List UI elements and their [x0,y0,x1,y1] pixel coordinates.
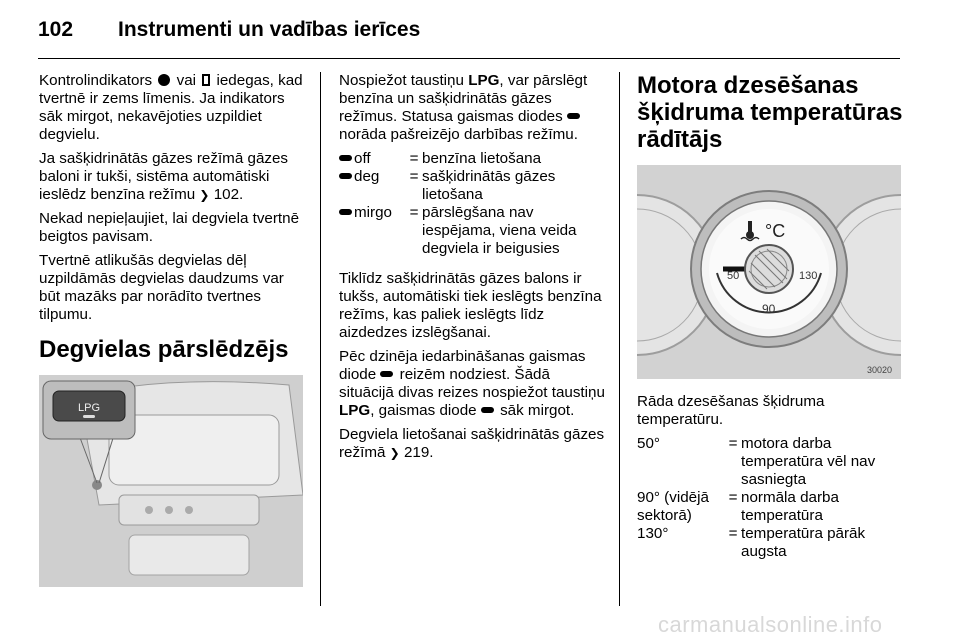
text: vai [176,72,197,89]
lpg-key-name: LPG [468,72,500,89]
definition-row [637,435,903,489]
definition-row [637,525,903,561]
page-number: 102 [38,18,74,41]
term: mirgo [354,204,392,221]
fuel-selector-figure [39,375,303,587]
text: Kontrolindikators [39,72,153,89]
definition-row [339,204,607,258]
text: Ja sašķidrinātās gāzes režīmā gāzes baloni ir tukši, sistēma automātiski ieslēdz benzīna režīmu [39,150,289,203]
led-diode-icon [339,173,352,179]
led-status-list [339,150,607,258]
gauge-min-label: 50 [727,270,740,282]
definition-row [339,168,607,204]
equals-sign: = [728,489,738,506]
text: sāk mirgot. [500,402,575,419]
page-reference-icon: ❯ [389,446,400,460]
term: off [354,150,371,167]
section-heading: Degvielas pārslēdzējs [39,336,289,363]
fuel-pump-icon [202,74,210,86]
text: Nospiežot taustiņu [339,72,464,89]
led-diode-icon [339,155,352,161]
definition: normāla darba temperatūra [741,489,839,524]
page-reference[interactable]: 219. [403,444,434,461]
lpg-button-label: LPG [77,402,101,414]
equals-sign: = [409,204,419,221]
paragraph [39,150,307,204]
column-divider [320,72,321,606]
equals-sign: = [409,150,419,167]
text: Pēc dzinēja iedarbināšanas gaismas diode [339,348,586,383]
paragraph [339,348,607,420]
column-divider [619,72,620,606]
temperature-list [637,435,903,561]
term: 50° [637,435,660,452]
equals-sign: = [728,525,738,542]
coolant-gauge-figure [637,165,901,379]
term: deg [354,168,380,185]
page-reference-icon: ❯ [199,188,210,202]
section-heading: Motora dzesēšanas šķidruma temperatūras rādītājs [637,72,903,153]
paragraph: Nekad nepieļaujiet, lai degviela tvertnē beigtos pavisam. [39,210,300,245]
paragraph: Tvertnē atlikušās degvielas dēļ uzpildāmās degvielas daudzums var būt mazāks par norādīto tvertnes tilpumu. [39,252,284,323]
definition: temperatūra pārāk augsta [741,525,866,560]
term: 90° (vidējā sektorā) [637,489,709,524]
text: Degviela lietošanai sašķidrinātās gāzes režīmā [339,426,605,461]
gauge-mid-label: 90 [762,302,776,316]
paragraph [339,426,607,462]
led-diode-icon [380,371,393,377]
column-3 [637,72,903,573]
text: , var pārslēgt benzīna un sašķidrinātās gāzes režīmus. Statusa gaismas diodes [339,72,588,125]
definition: motora darba temperatūra vēl nav sasniegta [741,435,876,488]
coolant-gauge-illustration [637,165,901,379]
equals-sign: = [728,435,738,452]
text: , gaismas diode [370,402,477,419]
equals-sign: = [409,168,419,185]
paragraph [339,72,607,144]
gauge-max-label: 130 [799,270,818,282]
header-rule [38,58,900,59]
lpg-key-name: LPG [339,402,371,419]
definition-row [339,150,607,168]
led-diode-icon [339,209,352,215]
chapter-title: Instrumenti un vadības ierīces [118,18,421,41]
text: norāda pašreizējo darbības režīmu. [339,126,578,143]
column-2 [339,72,607,468]
term: 130° [637,525,669,542]
watermark: carmanualsonline.info [658,612,883,637]
paragraph: Tiklīdz sašķidrinātās gāzes balons ir tukšs, automātiski tiek ieslēgts benzīna režīms, kas paliek ieslēgts līdz aizdedzes izslēgšanai. [339,270,602,341]
definition: sašķidrinātās gāzes lietošana [422,168,556,203]
page-reference[interactable]: 102. [213,186,244,203]
text: iedegas, kad tvertnē ir zems līmenis. Ja indikators sāk mirgot, nekavējoties uzpildiet degvielu. [39,72,303,143]
definition: pārslēgšana nav iespējama, viena veida degviela ir beigusies [422,204,577,257]
column-1 [39,72,307,601]
led-diode-icon [481,407,494,413]
fuel-warning-icon [158,74,170,86]
text: reizēm nodziest. Šādā situācijā divas reizes nospiežot taustiņu [339,366,605,401]
figure-code: 30020 [867,365,893,375]
dashboard-illustration [39,375,303,587]
paragraph: Rāda dzesēšanas šķidruma temperatūru. [637,393,825,428]
page-header [38,14,918,60]
paragraph [39,72,307,144]
gauge-unit-label: °C [765,221,786,241]
led-diode-icon [567,113,580,119]
definition-row [637,489,903,525]
definition: benzīna lietošana [422,150,542,167]
